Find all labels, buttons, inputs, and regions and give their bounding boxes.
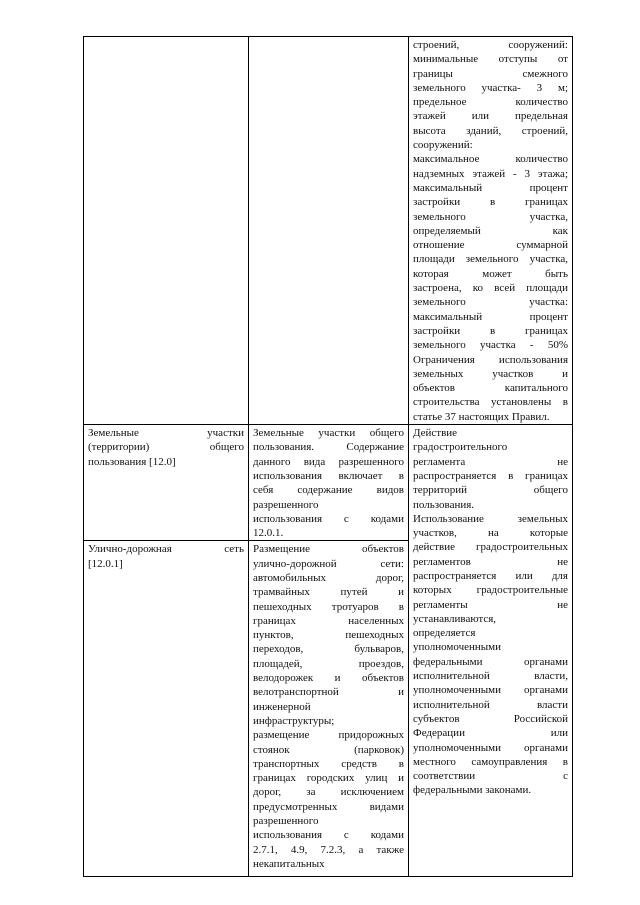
text-line: субъектов Российской bbox=[413, 712, 568, 725]
text-line: минимальные отступы от bbox=[413, 53, 568, 66]
text-line: предельное количество bbox=[413, 96, 568, 109]
text-line: 2.7.1, 4.9, 7.2.3, а также bbox=[253, 843, 404, 856]
text-line: предусмотренных видами bbox=[253, 800, 404, 813]
text-line: улично-дорожной сети: bbox=[253, 557, 404, 570]
text-line: устанавливаются, bbox=[413, 612, 497, 625]
text-line: этажей или предельная bbox=[413, 110, 568, 123]
text-line: велотранспортной и bbox=[253, 686, 404, 699]
text-line: федеральными законами. bbox=[413, 784, 532, 797]
text-line: уполномоченными bbox=[413, 641, 502, 654]
text-line: действие градостроительных bbox=[413, 541, 568, 554]
text-line: границах городских улиц и bbox=[253, 772, 404, 785]
public-land-name-text bbox=[88, 426, 244, 469]
text-line: пунктов, пешеходных bbox=[253, 629, 404, 642]
text-line: местного самоуправления в bbox=[413, 755, 568, 768]
text-line: инженерной bbox=[253, 700, 311, 713]
text-line: уполномоченными органами bbox=[413, 684, 568, 697]
text-line: переходов, бульваров, bbox=[253, 643, 404, 656]
text-line: земельного участка - 50% bbox=[413, 339, 568, 352]
table-row-continuation bbox=[84, 37, 573, 425]
regulation-note-text bbox=[413, 426, 568, 798]
text-line: высота зданий, строений, bbox=[413, 124, 568, 137]
text-line: сооружений: bbox=[413, 139, 473, 152]
text-line: разрешенного bbox=[253, 498, 319, 511]
text-line: пользования. Содержание bbox=[253, 441, 404, 454]
text-line: земельных участков и bbox=[413, 367, 568, 380]
text-line: автомобильных дорог, bbox=[253, 571, 404, 584]
text-line: застройки в границах bbox=[413, 196, 568, 209]
text-line: максимальный процент bbox=[413, 310, 568, 323]
text-line: максимальный процент bbox=[413, 181, 568, 194]
text-line: трамвайных путей и bbox=[253, 586, 404, 599]
text-line: Земельные участки bbox=[88, 427, 244, 440]
text-line: которых градостроительные bbox=[413, 584, 568, 597]
cell-empty-col2 bbox=[249, 37, 409, 425]
street-network-description-text bbox=[253, 542, 404, 871]
text-line: земельного участка, bbox=[413, 210, 568, 223]
text-line: определяется bbox=[413, 627, 476, 640]
text-line: регламента не bbox=[413, 455, 568, 468]
cell-empty-col1 bbox=[84, 37, 249, 425]
text-line: разрешенного bbox=[253, 815, 319, 828]
text-line: границы смежного bbox=[413, 67, 568, 80]
text-line: [12.0.1] bbox=[88, 557, 123, 570]
street-network-name-text bbox=[88, 542, 244, 571]
text-line: градостроительного bbox=[413, 441, 508, 454]
text-line: площадей, проездов, bbox=[253, 657, 404, 670]
text-line: размещение придорожных bbox=[253, 729, 404, 742]
text-line: использования с кодами bbox=[253, 829, 404, 842]
text-line: определяемый как bbox=[413, 224, 568, 237]
public-land-description-text bbox=[253, 426, 404, 540]
text-line: Земельные участки общего bbox=[253, 427, 404, 440]
text-line: отношение суммарной bbox=[413, 239, 568, 252]
text-line: федеральными органами bbox=[413, 655, 568, 668]
cell-building-parameters bbox=[409, 37, 573, 425]
text-line: земельного участка- 3 м; bbox=[413, 81, 568, 94]
text-line: стоянок (парковок) bbox=[253, 743, 404, 756]
text-line: Улично-дорожная сеть bbox=[88, 543, 244, 556]
text-line: Ограничения использования bbox=[413, 353, 568, 366]
text-line: площади земельного участка, bbox=[413, 253, 568, 266]
text-line: застройки в границах bbox=[413, 324, 568, 337]
cell-street-network-description bbox=[249, 541, 409, 877]
text-line: границах населенных bbox=[253, 614, 404, 627]
regulation-table bbox=[83, 36, 573, 877]
text-line: использования с кодами bbox=[253, 512, 404, 525]
text-line: исполнительной власти bbox=[413, 698, 568, 711]
text-line: объектов капитального bbox=[413, 382, 568, 395]
text-line: надземных этажей - 3 этажа; bbox=[413, 167, 568, 180]
text-line: строительства установлены в bbox=[413, 396, 568, 409]
text-line: уполномоченными органами bbox=[413, 741, 568, 754]
text-line: 12.0.1. bbox=[253, 527, 284, 540]
text-line: (территории) общего bbox=[88, 441, 244, 454]
cell-street-network-name bbox=[84, 541, 249, 877]
table-row-public-land bbox=[84, 425, 573, 541]
cell-regulation-note bbox=[409, 425, 573, 877]
text-line: строений, сооружений: bbox=[413, 39, 568, 51]
text-line: пользования. bbox=[413, 498, 475, 511]
text-line: застроена, ко всей площади bbox=[413, 282, 568, 295]
text-line: транспортных средств в bbox=[253, 757, 404, 770]
text-line: инфраструктуры; bbox=[253, 714, 335, 727]
text-line: распространяется или для bbox=[413, 569, 568, 582]
text-line: участков, на которые bbox=[413, 527, 568, 540]
text-line: земельного участка: bbox=[413, 296, 568, 309]
text-line: которая может быть bbox=[413, 267, 568, 280]
text-line: дорог, за исключением bbox=[253, 786, 404, 799]
cell-public-land-description bbox=[249, 425, 409, 541]
text-line: использования включает в bbox=[253, 469, 404, 482]
text-line: Федерации или bbox=[413, 727, 568, 740]
text-line: максимальное количество bbox=[413, 153, 568, 166]
text-line: Размещение объектов bbox=[253, 543, 404, 556]
text-line: статье 37 настоящих Правил. bbox=[413, 410, 550, 423]
text-line: себя содержание видов bbox=[253, 484, 404, 497]
building-parameters-text bbox=[413, 38, 568, 424]
text-line: распространяется в границах bbox=[413, 469, 568, 482]
cell-public-land-name bbox=[84, 425, 249, 541]
text-line: территорий общего bbox=[413, 484, 568, 497]
text-line: соответствии с bbox=[413, 770, 568, 783]
text-line: пользования [12.0] bbox=[88, 455, 176, 468]
text-line: регламентов не bbox=[413, 555, 568, 568]
text-line: Действие bbox=[413, 427, 458, 440]
text-line: исполнительной власти, bbox=[413, 670, 568, 683]
text-line: Использование земельных bbox=[413, 512, 568, 525]
text-line: велодорожек и объектов bbox=[253, 672, 404, 685]
text-line: пешеходных тротуаров в bbox=[253, 600, 404, 613]
text-line: данного вида разрешенного bbox=[253, 455, 404, 468]
text-line: регламенты не bbox=[413, 598, 568, 611]
text-line: некапитальных bbox=[253, 857, 325, 870]
